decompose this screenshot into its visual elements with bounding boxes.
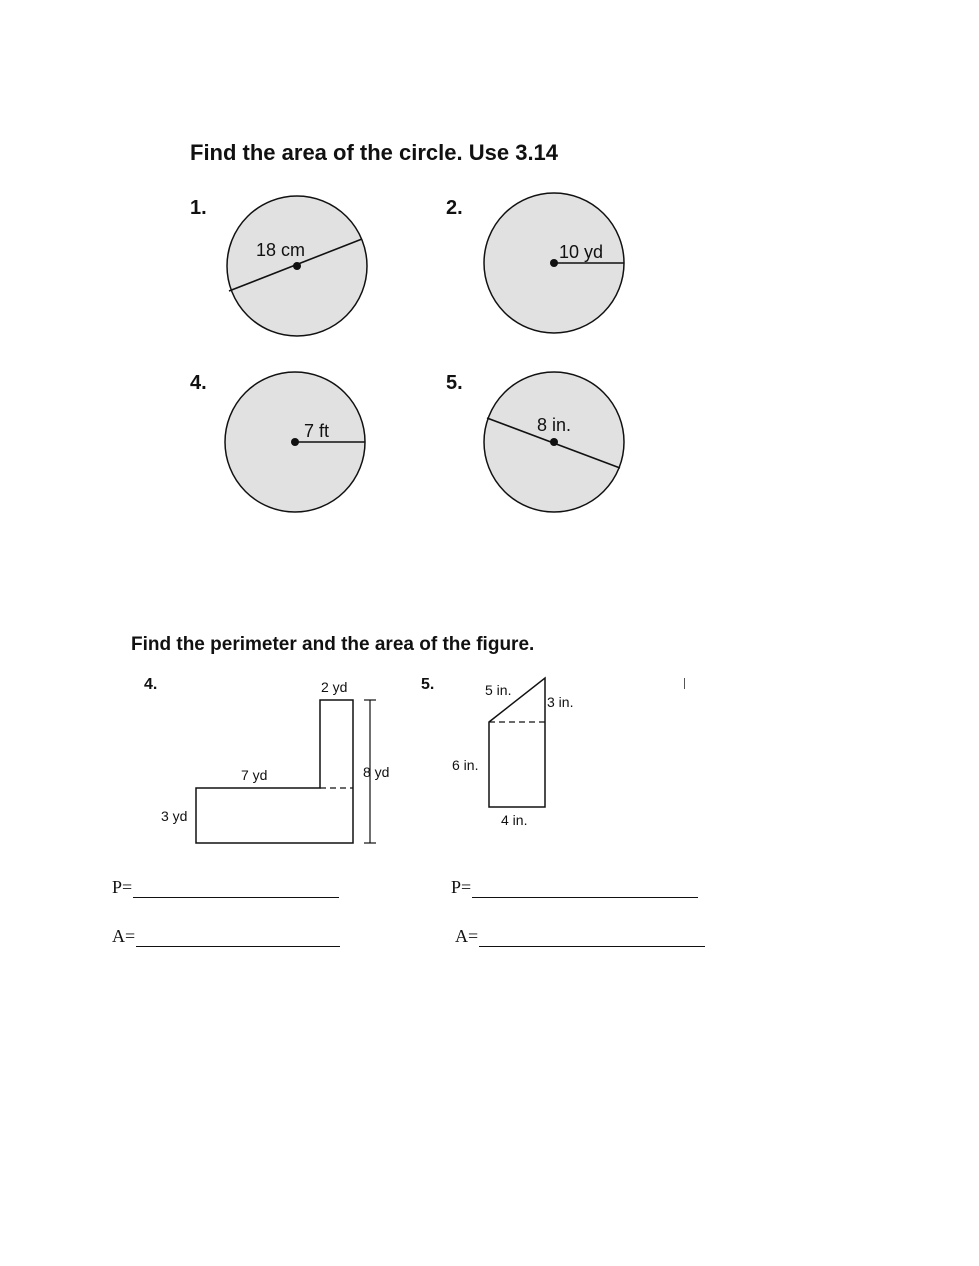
label-3in: 3 in. xyxy=(547,694,574,710)
answer-a-right-label: A= xyxy=(455,926,479,946)
answer-p-left-label: P= xyxy=(112,877,133,897)
figure-number-5: 5. xyxy=(421,676,435,693)
circle-figure-1 xyxy=(222,191,372,341)
answer-p-left[interactable] xyxy=(112,877,339,898)
l-shape-outline xyxy=(196,700,353,843)
answer-a-left[interactable] xyxy=(112,926,340,947)
label-3yd: 3 yd xyxy=(161,808,188,824)
circle-1-label: 18 cm xyxy=(256,240,306,260)
trapezoid-figure xyxy=(445,670,605,835)
answer-p-left-line[interactable] xyxy=(133,879,339,898)
stray-mark xyxy=(684,678,685,689)
label-4in: 4 in. xyxy=(501,812,528,828)
answer-a-left-label: A= xyxy=(112,926,136,946)
label-2yd: 2 yd xyxy=(321,679,348,695)
answer-p-right-label: P= xyxy=(451,877,472,897)
problem-number-2: 2. xyxy=(446,197,463,219)
circle-figure-4 xyxy=(222,366,372,516)
figure-number-4: 4. xyxy=(144,676,158,693)
circle-5-center xyxy=(550,438,558,446)
circle-2-center xyxy=(550,259,558,267)
circle-section-heading: Find the area of the circle. Use 3.14 xyxy=(190,140,559,165)
circle-figure-2 xyxy=(481,191,631,341)
answer-p-right[interactable] xyxy=(451,877,698,898)
answer-a-right-line[interactable] xyxy=(479,928,705,947)
circle-2-label: 10 yd xyxy=(559,242,604,262)
label-7yd: 7 yd xyxy=(241,767,268,783)
l-shape-figure xyxy=(150,670,410,855)
circle-figure-5 xyxy=(481,366,631,516)
problem-number-1: 1. xyxy=(190,197,207,219)
label-6in: 6 in. xyxy=(452,757,479,773)
label-5in: 5 in. xyxy=(485,682,512,698)
label-8yd: 8 yd xyxy=(363,764,390,780)
answer-a-right[interactable] xyxy=(455,926,705,947)
problem-number-5: 5. xyxy=(446,372,463,394)
circle-4-center xyxy=(291,438,299,446)
circle-5-label: 8 in. xyxy=(537,415,572,435)
circle-4-label: 7 ft xyxy=(304,421,330,441)
answer-a-left-line[interactable] xyxy=(136,928,340,947)
circle-1-center xyxy=(293,262,301,270)
perimeter-section-heading: Find the perimeter and the area of the figure. xyxy=(131,634,535,655)
answer-p-right-line[interactable] xyxy=(472,879,698,898)
problem-number-4: 4. xyxy=(190,372,207,394)
